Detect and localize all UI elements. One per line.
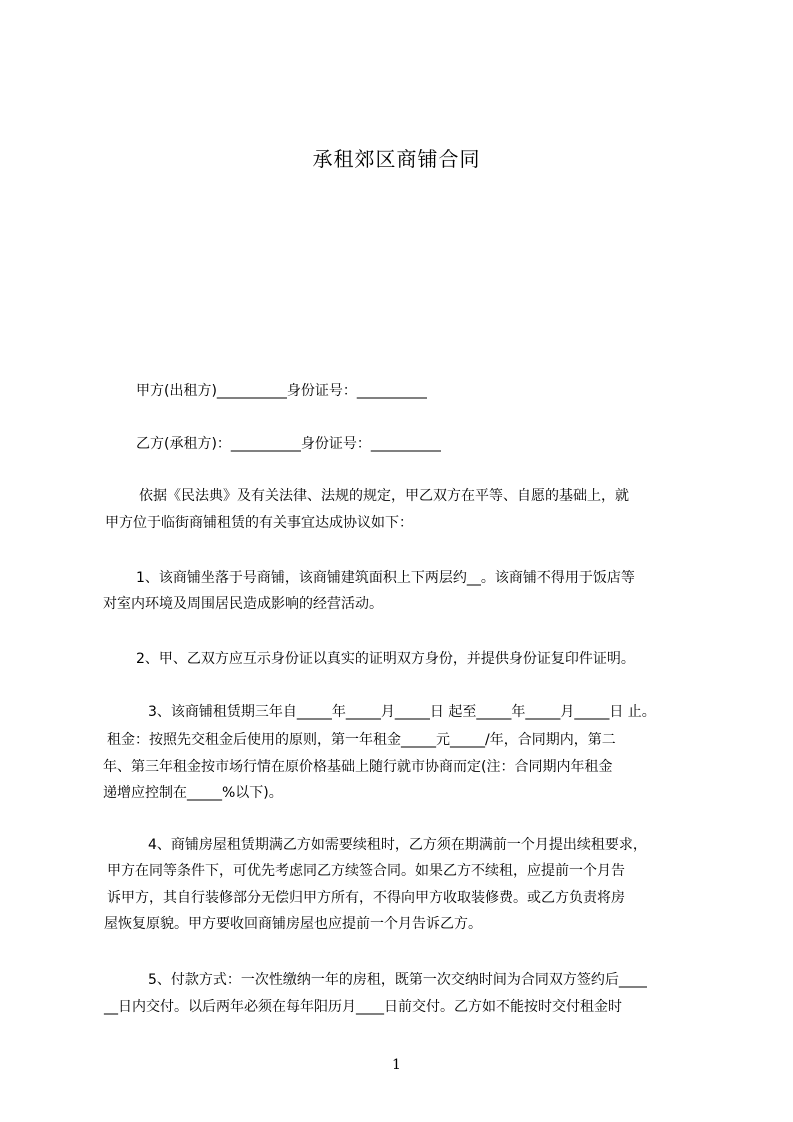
- page-number: 1: [392, 1057, 401, 1073]
- clause1-line-2: 对室内环境及周围居民造成影响的经营活动。: [103, 596, 383, 612]
- document-title: 承租郊区商铺合同: [312, 147, 481, 171]
- clause3-line-2: 租金：按照先交租金后使用的原则，第一年租金_____元_____/年，合同期内，第二: [107, 732, 616, 748]
- clause4-line-1: 4、商铺房屋租赁期满乙方如需要续租时，乙方须在期满前一个月提出续租要求，: [148, 837, 647, 853]
- clause5-line-1: 5、付款方式：一次性缴纳一年的房租，既第一次交纳时间为合同双方签约后____: [148, 972, 647, 988]
- clause4-line-3: 诉甲方，其自行装修部分无偿归甲方所有，不得向甲方收取装修费。或乙方负责将房: [107, 890, 625, 906]
- clause3-line-3: 年、第三年租金按市场行情在原价格基础上随行就市协商而定(注：合同期内年租金: [103, 759, 613, 775]
- intro-line-2: 甲方位于临街商铺租赁的有关事宜达成协议如下：: [105, 515, 413, 531]
- party-b-line: 乙方(承租方)：__________身份证号：__________: [136, 436, 441, 452]
- clause4-line-4: 屋恢复原貌。甲方要收回商铺房屋也应提前一个月告诉乙方。: [104, 916, 482, 932]
- clause2-line-1: 2、甲、乙双方应互示身份证以真实的证明双方身份，并提供身份证复印件证明。: [136, 651, 635, 667]
- clause4-line-2: 甲方在同等条件下，可优先考虑同乙方续签合同。如果乙方不续租，应提前一个月告: [107, 863, 625, 879]
- intro-line-1: 依据《民法典》及有关法律、法规的规定，甲乙双方在平等、自愿的基础上，就: [139, 488, 629, 504]
- clause3-line-4: 递增应控制在_____%以下)。: [103, 785, 283, 801]
- party-a-line: 甲方(出租方)__________身份证号：__________: [136, 383, 427, 399]
- clause5-line-2: __日内交付。以后两年必须在每年阳历月____日前交付。乙方如不能按时交付租金时: [104, 999, 622, 1015]
- clause1-line-1: 1、该商铺坐落于号商铺，该商铺建筑面积上下两层约__。该商铺不得用于饭店等: [136, 570, 635, 586]
- clause3-line-1: 3、该商铺租赁期三年自_____年_____月_____日 起至_____年_____月_____日 止。: [148, 704, 656, 720]
